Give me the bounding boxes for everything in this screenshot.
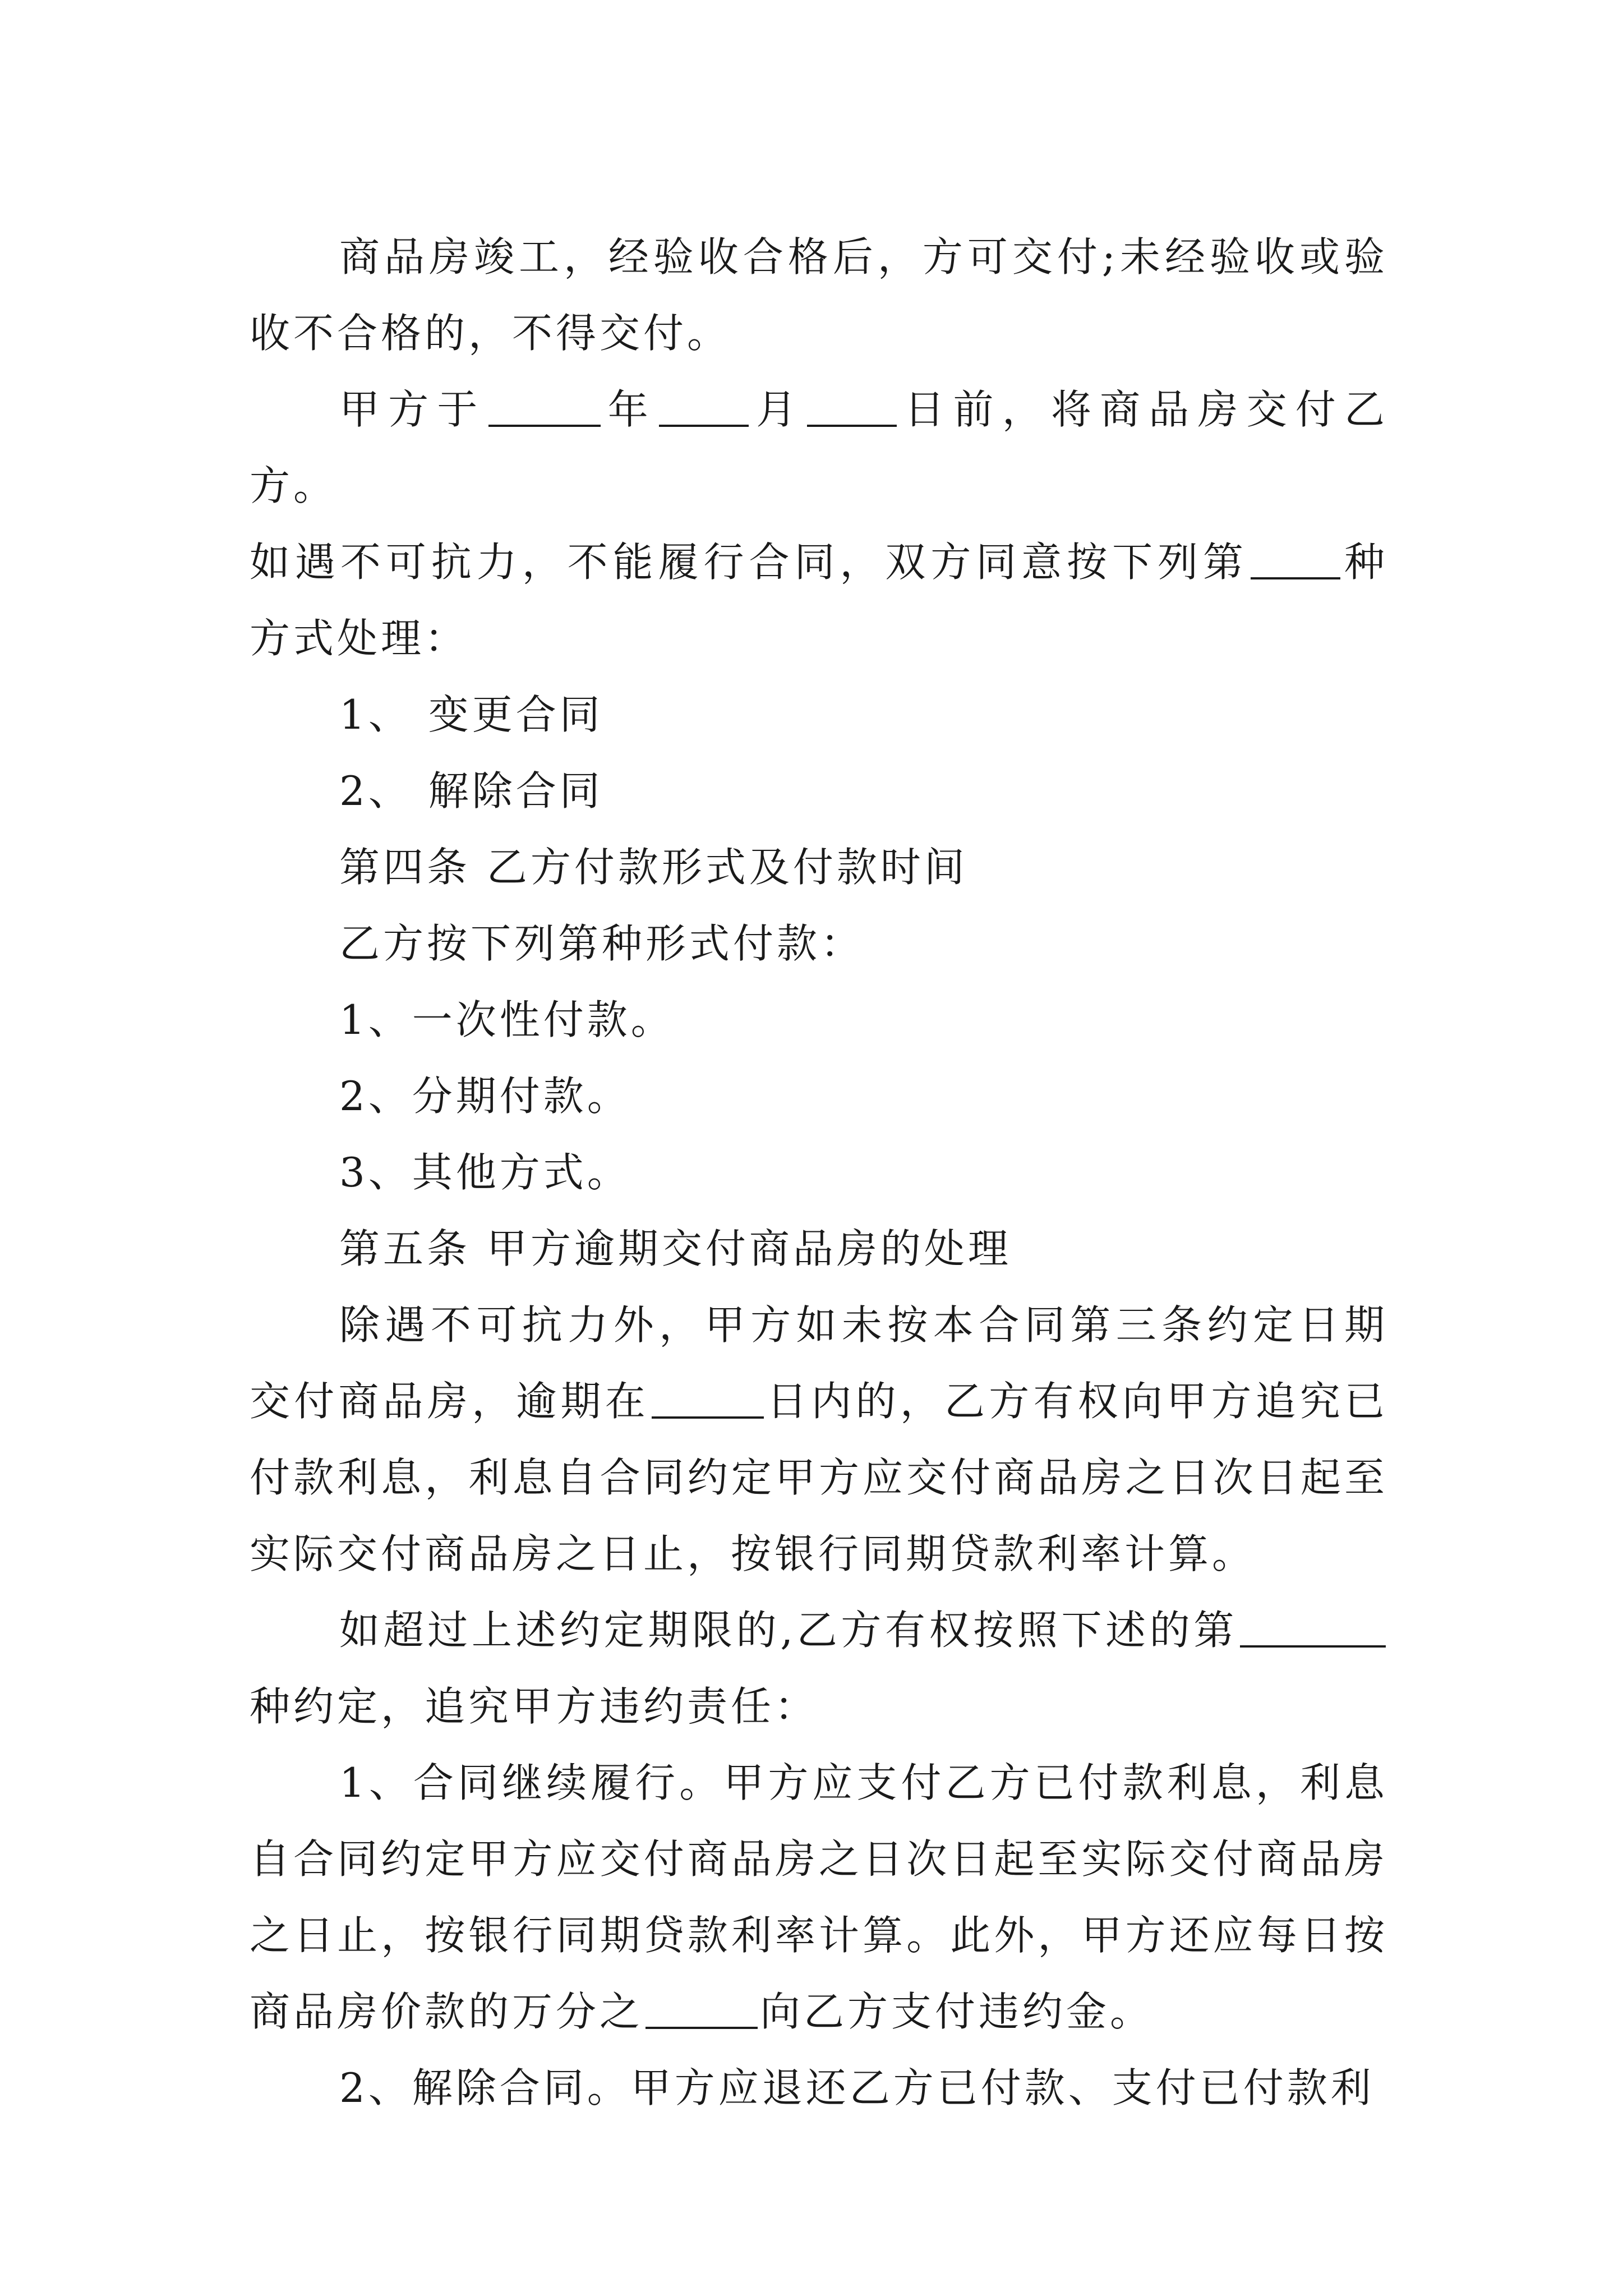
text-segment: 月 [750,386,805,433]
text-segment: 种约定，追究甲方违约责任： [250,1683,819,1730]
list-item-installment [250,1058,1388,1134]
fill-blank-penalty-rate[interactable] [645,1987,758,2029]
paragraph-text: 商品房竣工，经验收合格后，方可交付;未经验收或验收不合格的，不得交付。 [250,233,1388,357]
paragraph-exceed-period [250,1592,1388,1745]
list-item-continue-performance [250,1745,1388,2050]
fill-blank-day[interactable] [807,385,897,427]
paragraph-completion-acceptance [250,219,1388,371]
text-segment: 向乙方支付违约金。 [760,1988,1154,2035]
text-segment: 日内的，乙方有权向甲方追究已付款利息，利息自合同约定甲方应交付商品房之日次日起至实际交付商品房之日止，按银行同期贷款利率计算。 [250,1378,1388,1577]
heading-text: 第五条 甲方逾期交付商品房的处理 [339,1225,1012,1272]
paragraph-text: 乙方按下列第种形式付款： [339,920,865,967]
list-item-text: 2、解除合同。甲方应退还乙方已付款、支付已付款利 [339,2064,1375,2111]
list-item-text: 3、其他方式。 [339,1149,631,1196]
heading-text: 第四条 乙方付款形式及付款时间 [339,844,968,891]
paragraph-delivery-date [250,371,1388,524]
text-segment: 种方式处理： [250,539,1388,662]
text-segment: 1、合同继续履行。甲方应支付乙方已付款利息，利息自合同约定甲方应交付商品房之日次日起至实际交付商品房之日止，按银行同期贷款利率计算。此外，甲方还应每日按商品房价款的万分之 [250,1759,1388,2035]
fill-blank-year[interactable] [488,385,601,427]
fill-blank-month[interactable] [659,385,749,427]
article-heading-5 [250,1211,1388,1287]
fill-blank-days[interactable] [652,1377,764,1419]
text-segment: 如遇不可抗力，不能履行合同，双方同意按下列第 [250,539,1249,586]
text-segment: 如超过上述约定期限的,乙方有权按照下述的第 [339,1607,1238,1654]
paragraph-force-majeure [250,524,1388,677]
fill-blank-clause-number[interactable] [1240,1606,1386,1648]
text-segment: 除遇不可抗力外，甲方如未按本合同第三条约定日期交付商品房，逾期在 [250,1301,1388,1425]
list-item-other [250,1134,1388,1211]
list-item-text: 2、分期付款。 [339,1073,631,1120]
text-segment: 日前，将商品房交付乙方。 [250,386,1388,509]
article-heading-4 [250,829,1388,905]
list-item-lump-sum [250,982,1388,1058]
list-item-text: 1、一次性付款。 [339,996,675,1043]
document-body [250,219,1388,2126]
list-item-change-contract [250,677,1388,753]
list-item-terminate-contract [250,753,1388,829]
paragraph-payment-method [250,905,1388,982]
paragraph-overdue-interest [250,1287,1388,1592]
text-segment: 年 [602,386,657,433]
list-item-terminate-refund [250,2050,1388,2126]
list-item-text: 2、 解除合同 [339,767,603,815]
list-item-text: 1、 变更合同 [339,691,603,738]
text-segment: 甲方于 [339,386,486,433]
fill-blank-option[interactable] [1251,538,1340,579]
